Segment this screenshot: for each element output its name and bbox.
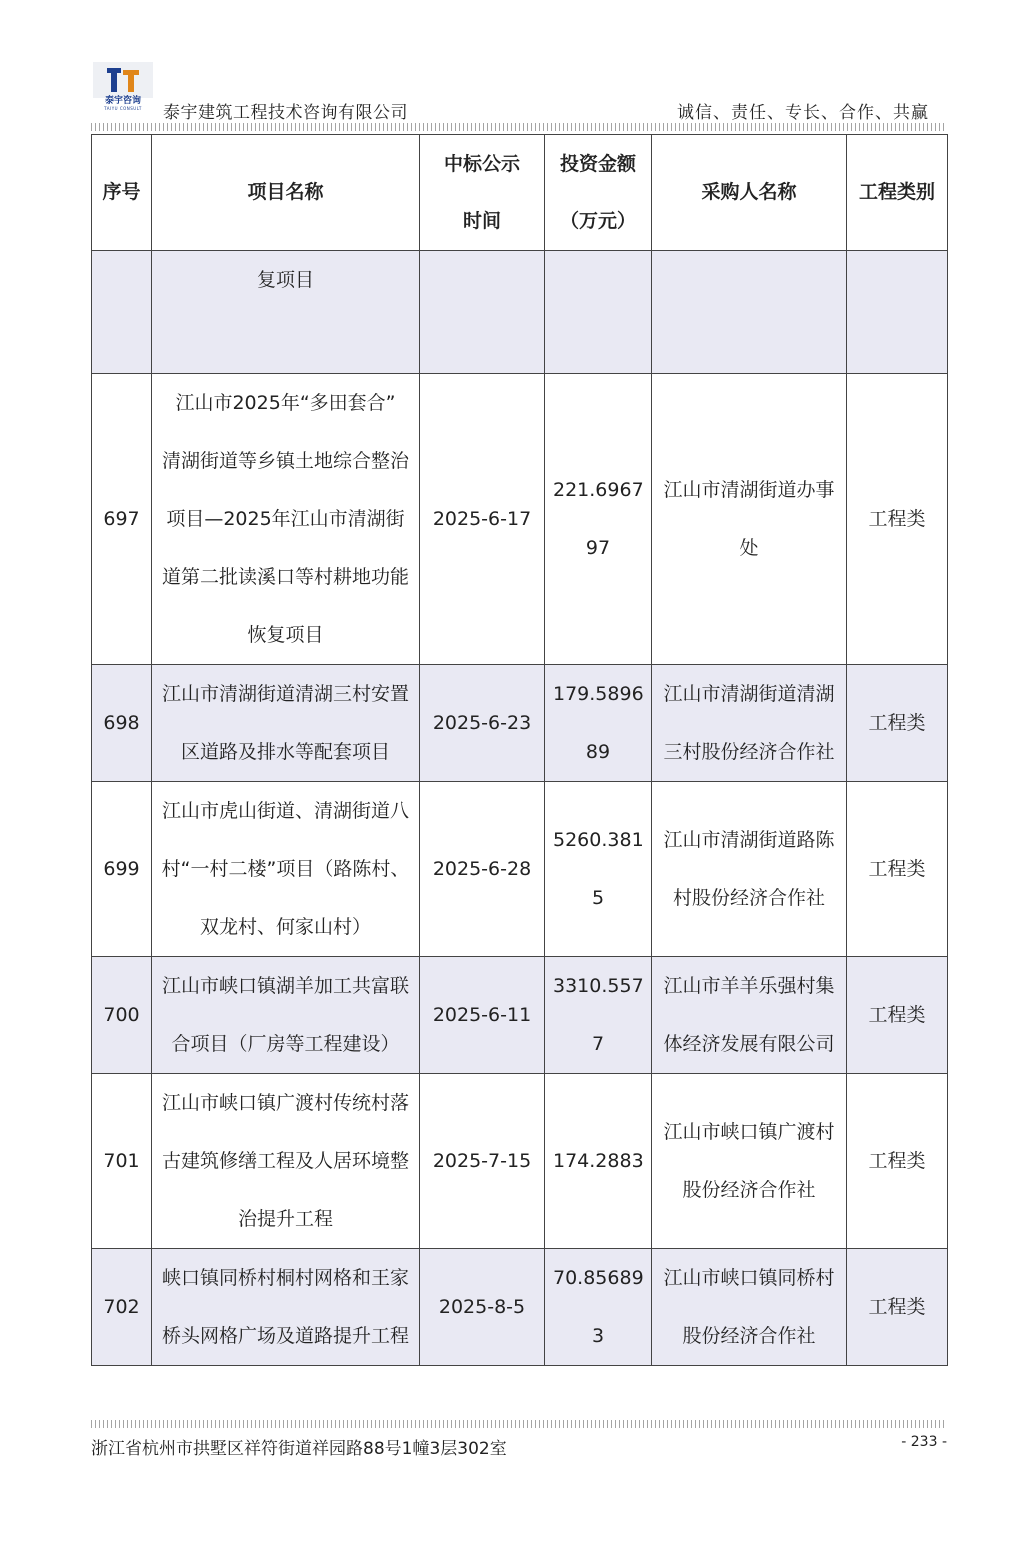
cell-line: 合项目（厂房等工程建设） [171, 1033, 400, 1055]
cell-date: 2025-6-11 [420, 957, 545, 1074]
logo-text: 泰宇咨询 [104, 96, 141, 106]
cell-line: 江山市清湖街道清湖三村安置 [161, 683, 409, 705]
header-amount-line2: （万元） [559, 209, 636, 232]
cell-seq: 699 [92, 782, 152, 957]
cell-buyer [652, 665, 847, 782]
cell-line: 江山市峡口镇广渡村 [663, 1121, 835, 1143]
cell-line: 5 [591, 887, 605, 909]
cell-category: 工程类 [847, 1249, 948, 1366]
header-date [420, 135, 545, 251]
cell-project-name [152, 782, 420, 957]
footer-divider [91, 1420, 947, 1428]
header-project-name: 项目名称 [152, 135, 420, 251]
cell-line: 桥头网格广场及道路提升工程 [161, 1325, 409, 1347]
cell-amount [545, 1074, 652, 1249]
cell-buyer [652, 374, 847, 665]
cell-line: 双龙村、何家山村） [199, 916, 371, 938]
cell-line: 项目—2025年江山市清湖街 [166, 508, 405, 530]
cell-line: 江山市峡口镇广渡村传统村落 [161, 1092, 409, 1114]
company-address: 浙江省杭州市拱墅区祥符街道祥园路88号1幢3层302室 [91, 1439, 507, 1459]
page-number: - 233 - [901, 1434, 947, 1450]
cell-line: 村“一村二楼”项目（路陈村、 [161, 858, 410, 880]
cell-category: 工程类 [847, 782, 948, 957]
cell-project-name [152, 1074, 420, 1249]
cell-amount [545, 251, 652, 374]
cell-line: 江山市2025年“多田套合” [175, 392, 396, 414]
table-header-row [92, 135, 948, 251]
cell-line: 股份经济合作社 [682, 1179, 816, 1201]
header-divider [91, 123, 947, 131]
cell-date: 2025-8-5 [420, 1249, 545, 1366]
cell-line: 道第二批读溪口等村耕地功能 [161, 566, 409, 588]
table-row [92, 782, 948, 957]
cell-line: 村股份经济合作社 [672, 887, 825, 909]
cell-category: 工程类 [847, 1074, 948, 1249]
cell-line: 恢复项目 [247, 624, 324, 646]
cell-seq: 700 [92, 957, 152, 1074]
table-row [92, 251, 948, 374]
header-category: 工程类别 [847, 135, 948, 251]
cell-line: 区道路及排水等配套项目 [180, 741, 390, 763]
table-row [92, 1074, 948, 1249]
cell-category: 工程类 [847, 957, 948, 1074]
cell-buyer [652, 782, 847, 957]
header-date-line1: 中标公示 [443, 152, 520, 175]
cell-seq: 697 [92, 374, 152, 665]
cell-line: 97 [585, 537, 611, 559]
table-row [92, 1249, 948, 1366]
header-buyer: 采购人名称 [652, 135, 847, 251]
cell-amount [545, 1249, 652, 1366]
cell-date: 2025-6-28 [420, 782, 545, 957]
cell-line: 复项目 [256, 269, 314, 291]
cell-category [847, 251, 948, 374]
logo-subtext: TAIYU CONSULT [104, 106, 142, 111]
project-table [91, 134, 948, 1366]
cell-line: 3 [591, 1325, 605, 1347]
cell-amount [545, 665, 652, 782]
cell-line: 体经济发展有限公司 [663, 1033, 835, 1055]
header-amount-line1: 投资金额 [559, 152, 636, 175]
cell-line: 89 [585, 741, 611, 763]
cell-date [420, 251, 545, 374]
cell-line: 江山市虎山街道、清湖街道八 [161, 800, 409, 822]
cell-line: 江山市清湖街道清湖 [663, 683, 835, 705]
cell-line: 5260.381 [553, 829, 644, 851]
cell-line: 江山市清湖街道路陈 [663, 829, 835, 851]
header-seq: 序号 [92, 135, 152, 251]
header-date-line2: 时间 [462, 209, 501, 232]
cell-project-name [152, 1249, 420, 1366]
cell-line: 峡口镇同桥村桐村网格和王家 [161, 1267, 409, 1289]
cell-amount [545, 957, 652, 1074]
cell-line: 清湖街道等乡镇土地综合整治 [161, 450, 409, 472]
cell-line: 174.2883 [553, 1150, 644, 1172]
cell-line: 江山市清湖街道办事 [663, 479, 835, 501]
cell-line: 221.6967 [553, 479, 644, 501]
cell-seq [92, 251, 152, 374]
company-logo [93, 62, 153, 110]
company-name: 泰宇建筑工程技术咨询有限公司 [163, 103, 408, 123]
cell-seq: 702 [92, 1249, 152, 1366]
cell-project-name [152, 957, 420, 1074]
cell-category: 工程类 [847, 374, 948, 665]
cell-seq: 698 [92, 665, 152, 782]
cell-date: 2025-6-23 [420, 665, 545, 782]
cell-buyer [652, 251, 847, 374]
cell-line: 江山市峡口镇同桥村 [663, 1267, 835, 1289]
cell-project-name [152, 374, 420, 665]
cell-seq: 701 [92, 1074, 152, 1249]
cell-project-name [152, 251, 420, 374]
cell-line: 治提升工程 [237, 1208, 333, 1230]
cell-buyer [652, 1074, 847, 1249]
cell-line: 70.85689 [553, 1267, 644, 1289]
cell-buyer [652, 1249, 847, 1366]
table-row [92, 665, 948, 782]
cell-line: 古建筑修缮工程及人居环境整 [161, 1150, 409, 1172]
cell-line: 江山市峡口镇湖羊加工共富联 [161, 975, 409, 997]
cell-line: 3310.557 [553, 975, 644, 997]
cell-amount [545, 782, 652, 957]
cell-line: 股份经济合作社 [682, 1325, 816, 1347]
table-row [92, 374, 948, 665]
cell-buyer [652, 957, 847, 1074]
header-amount [545, 135, 652, 251]
table-row [92, 957, 948, 1074]
cell-category: 工程类 [847, 665, 948, 782]
cell-amount [545, 374, 652, 665]
cell-line: 179.5896 [553, 683, 644, 705]
logo-mark-icon [105, 66, 141, 94]
company-slogan: 诚信、责任、专长、合作、共赢 [677, 103, 929, 123]
cell-line: 处 [739, 537, 759, 559]
cell-line: 三村股份经济合作社 [663, 741, 835, 763]
cell-date: 2025-6-17 [420, 374, 545, 665]
cell-date: 2025-7-15 [420, 1074, 545, 1249]
cell-line: 江山市羊羊乐强村集 [663, 975, 835, 997]
cell-line: 7 [591, 1033, 605, 1055]
cell-project-name [152, 665, 420, 782]
